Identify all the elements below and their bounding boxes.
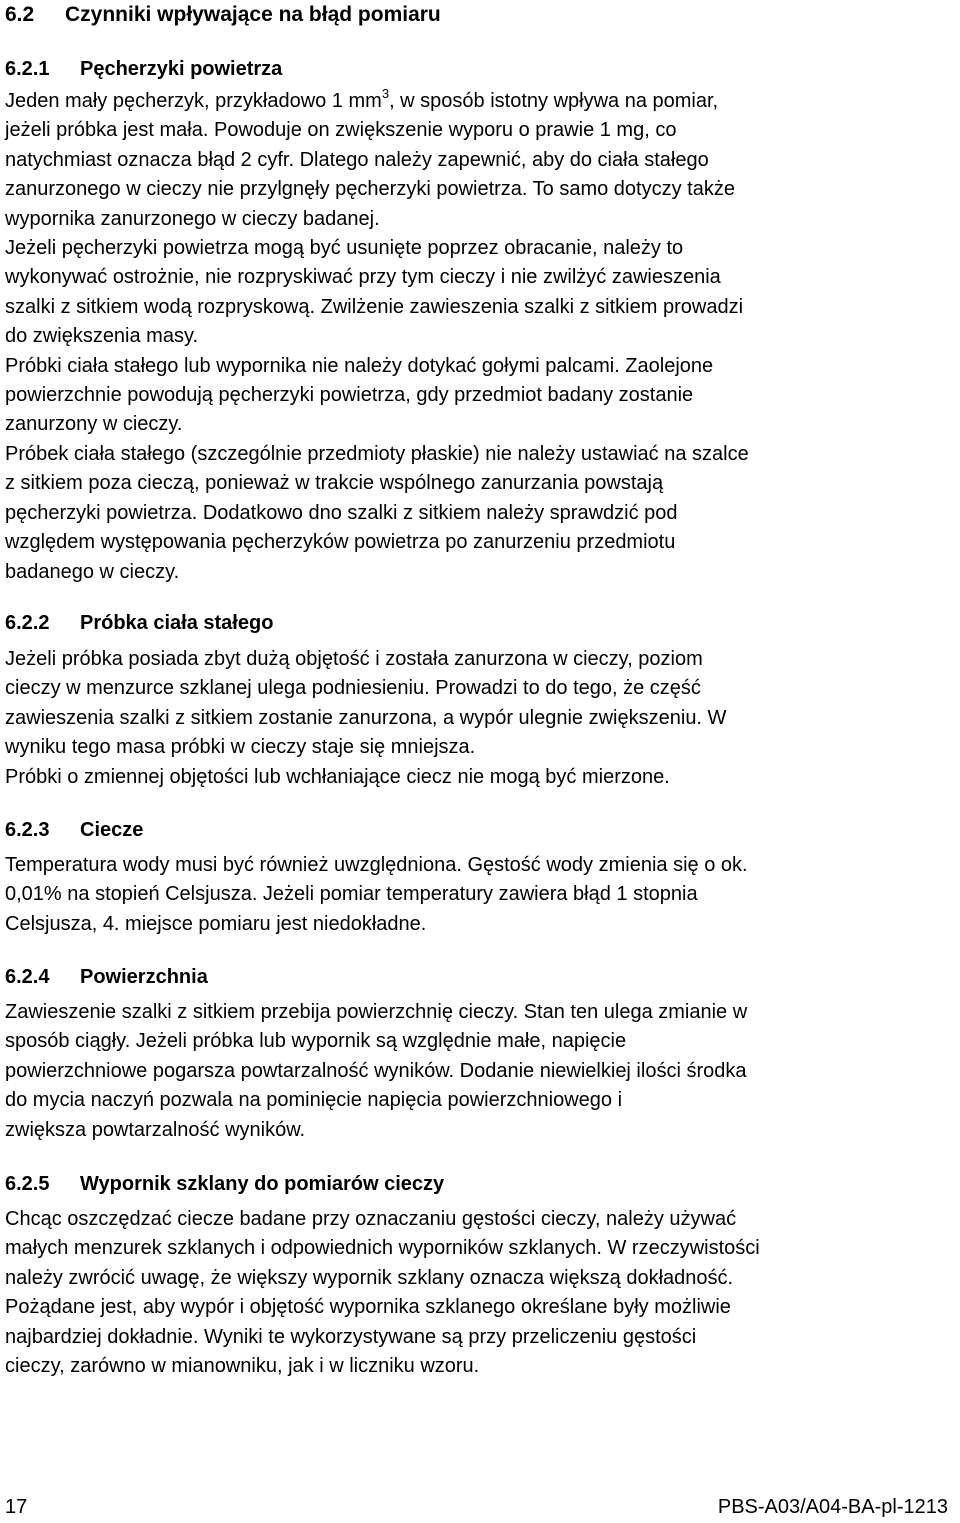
subsection-body-6-2-1 bbox=[5, 87, 960, 587]
text-line: Próbek ciała stałego (szczególnie przedmioty płaskie) nie należy ustawiać na szalce bbox=[5, 442, 749, 465]
text-line: natychmiast oznacza błąd 2 cyfr. Dlatego należy zapewnić, aby do ciała stałego bbox=[5, 148, 709, 171]
text-line: zawieszenia szalki z sitkiem zostanie zanurzona, a wypór ulegnie zwiększeniu. W bbox=[5, 706, 727, 729]
subsection-heading-6-2-5 bbox=[5, 1170, 444, 1198]
subsection-body-6-2-3 bbox=[5, 851, 960, 939]
text-line: cieczy w menzurce szklanej ulega podniesieniu. Prowadzi to do tego, że część bbox=[5, 677, 701, 700]
text-line: wyniku tego masa próbki w cieczy staje się mniejsza. bbox=[5, 736, 476, 759]
subsection-heading-6-2-1 bbox=[5, 55, 282, 83]
subsection-title: Próbka ciała stałego bbox=[80, 612, 274, 634]
text-line: badanego w cieczy. bbox=[5, 560, 180, 583]
text-line: Próbki o zmiennej objętości lub wchłaniające ciecz nie mogą być mierzone. bbox=[5, 765, 670, 788]
section-heading bbox=[5, 1, 441, 29]
text-line: wykonywać ostrożnie, nie rozpryskiwać przy tym cieczy i nie zwilżyć zawieszenia bbox=[5, 266, 721, 289]
subsection-heading-6-2-3 bbox=[5, 816, 143, 844]
text-line: do zwiększenia masy. bbox=[5, 325, 199, 348]
text-line: Pożądane jest, aby wypór i objętość wypornika szklanego określane były możliwie bbox=[5, 1296, 731, 1319]
text-line: zwiększa powtarzalność wyników. bbox=[5, 1118, 306, 1141]
subsection-number: 6.2.5 bbox=[5, 1173, 50, 1195]
subsection-heading-6-2-2 bbox=[5, 609, 273, 637]
subsection-number: 6.2.2 bbox=[5, 612, 50, 634]
document-id: PBS-A03/A04-BA-pl-1213 bbox=[717, 1496, 948, 1518]
text-line: powierzchnie powodują pęcherzyki powietrza, gdy przedmiot badany zostanie bbox=[5, 384, 694, 407]
text-line: sposób ciągły. Jeżeli próbka lub wypornik są względnie małe, napięcie bbox=[5, 1030, 627, 1053]
text-line: do mycia naczyń pozwala na pominięcie napięcia powierzchniowego i bbox=[5, 1089, 623, 1112]
subsection-title: Ciecze bbox=[80, 819, 144, 841]
text-line: wypornika zanurzonego w cieczy badanej. bbox=[5, 207, 380, 230]
subsection-number: 6.2.3 bbox=[5, 819, 50, 841]
text-line: szalki z sitkiem wodą rozpryskową. Zwilżenie zawieszenia szalki z sitkiem prowadzi bbox=[5, 295, 744, 318]
text-line: Jeżeli pęcherzyki powietrza mogą być usunięte poprzez obracanie, należy to bbox=[5, 237, 684, 260]
subsection-body-6-2-4 bbox=[5, 998, 960, 1145]
text-line: cieczy, zarówno w mianowniku, jak i w liczniku wzoru. bbox=[5, 1355, 480, 1378]
page-number: 17 bbox=[5, 1496, 28, 1518]
text-line: Chcąc oszczędzać ciecze badane przy oznaczaniu gęstości cieczy, należy używać bbox=[5, 1208, 737, 1230]
text-line: Jeden mały pęcherzyk, przykładowo 1 $mm^3$, w sposób istotny wpływa na pomiar, bbox=[5, 86, 719, 112]
section-title: Czynniki wpływające na błąd pomiaru bbox=[65, 3, 441, 26]
text-line: Jeżeli próbka posiada zbyt dużą objętość i została zanurzona w cieczy, poziom bbox=[5, 648, 703, 670]
section-number: 6.2 bbox=[5, 3, 35, 26]
text-line: 0,01% na stopień Celsjusza. Jeżeli pomiar temperatury zawiera błąd 1 stopnia bbox=[5, 883, 698, 906]
text-line: Próbki ciała stałego lub wypornika nie należy dotykać gołymi palcami. Zaolejone bbox=[5, 354, 714, 377]
subsection-title: Powierzchnia bbox=[80, 966, 208, 988]
text-line: powierzchniowe pogarsza powtarzalność wyników. Dodanie niewielkiej ilości środka bbox=[5, 1059, 747, 1082]
subsection-title: Wypornik szklany do pomiarów cieczy bbox=[80, 1173, 445, 1195]
text-line: względem występowania pęcherzyków powietrza po zanurzeniu przedmiotu bbox=[5, 531, 676, 554]
text-line: zanurzonego w cieczy nie przylgnęły pęcherzyki powietrza. To samo dotyczy także bbox=[5, 178, 735, 201]
subsection-body-6-2-5 bbox=[5, 1205, 960, 1381]
text-line: należy zwrócić uwagę, że większy wypornik szklany oznacza większą dokładność. bbox=[5, 1266, 734, 1289]
subsection-number: 6.2.1 bbox=[5, 58, 50, 80]
text-line: małych menzurek szklanych i odpowiednich wyporników szklanych. W rzeczywistości bbox=[5, 1237, 760, 1260]
text-line: zanurzony w cieczy. bbox=[5, 413, 183, 436]
subsection-title: Pęcherzyki powietrza bbox=[80, 58, 283, 80]
text-line: najbardziej dokładnie. Wyniki te wykorzystywane są przy przeliczeniu gęstości bbox=[5, 1325, 697, 1348]
text-line: Celsjusza, 4. miejsce pomiaru jest niedokładne. bbox=[5, 912, 427, 935]
text-line: pęcherzyki powietrza. Dodatkowo dno szalki z sitkiem należy sprawdzić pod bbox=[5, 501, 678, 524]
text-line: Zawieszenie szalki z sitkiem przebija powierzchnię cieczy. Stan ten ulega zmianie w bbox=[5, 1001, 748, 1023]
text-line: jeżeli próbka jest mała. Powoduje on zwiększenie wyporu o prawie 1 mg, co bbox=[5, 119, 677, 142]
text-line: z sitkiem poza cieczą, ponieważ w trakcie wspólnego zanurzania powstają bbox=[5, 472, 664, 495]
subsection-heading-6-2-4 bbox=[5, 963, 208, 991]
text-line: Temperatura wody musi być również uwzględniona. Gęstość wody zmienia się o ok. bbox=[5, 854, 748, 876]
subsection-number: 6.2.4 bbox=[5, 966, 50, 988]
superscript: 3 bbox=[381, 86, 390, 101]
subsection-body-6-2-2 bbox=[5, 645, 960, 792]
